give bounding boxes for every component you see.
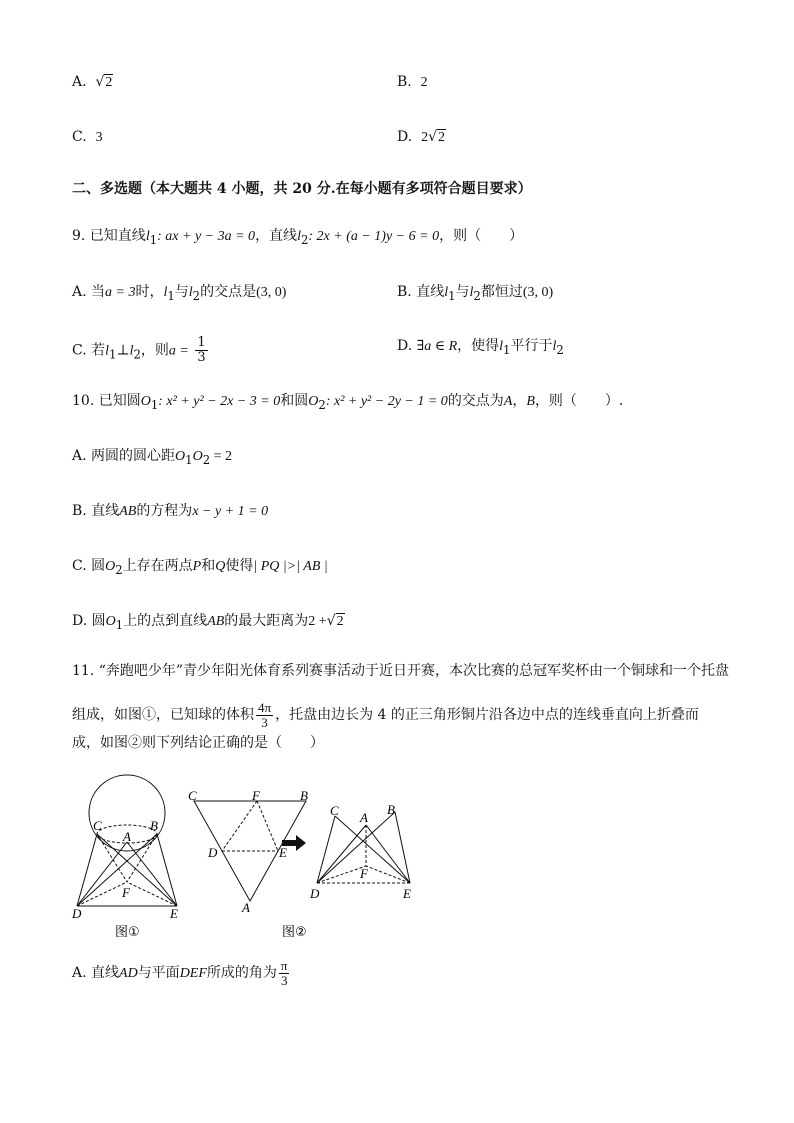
- q11-stem-line2: 组成，如图①，已知球的体积 $\frac{4\pi}{3}$ ，托盘由边长为 4 的正三角形铜片沿各边中点的连线垂直向上折叠而: [72, 699, 699, 730]
- q9-stem: 9. 已知直线$l_1$: ax + y − 3a = 0，直线$l_2$: 2x + (a − 1)y − 6 = 0，则（ ）: [72, 228, 524, 247]
- fraction-pi-third: $\frac{\pi}{3}$: [280, 957, 288, 988]
- q10-option-c: C. 圆$O_2$上存在两点P和Q使得| PQ |>| AB |: [72, 558, 328, 577]
- fraction-volume: $\frac{4\pi}{3}$: [258, 699, 272, 730]
- caption-figure-1: 图①: [115, 925, 140, 940]
- q9-option-d: D. ∃a ∈ R，使得$l_1$平行于$l_2$: [397, 338, 564, 357]
- label-c3: C: [330, 803, 339, 818]
- label-a3: A: [360, 810, 368, 825]
- q10-option-b: B. 直线AB的方程为x − y + 1 = 0: [72, 503, 269, 519]
- label-f1: F: [122, 885, 130, 900]
- q8-option-b: B. 2: [397, 74, 428, 90]
- label-d3: D: [310, 886, 320, 901]
- q11-stem-line1: 11. “奔跑吧少年”青少年阳光体育系列赛事活动于近日开赛，本次比赛的总冠军奖杯由一个铜球和一个托盘: [72, 663, 730, 679]
- q8-option-c: C. 3: [72, 129, 103, 145]
- label-f3: F: [360, 866, 368, 881]
- fraction-one-third: $\frac{1}{3}$: [197, 335, 206, 365]
- label-c2: C: [188, 788, 197, 803]
- label-a1: A: [123, 829, 131, 844]
- label-f2: F: [252, 788, 260, 803]
- q8-option-d: D. 2√2: [397, 129, 446, 145]
- label-e3: E: [403, 886, 411, 901]
- label-e1: E: [170, 906, 178, 921]
- q8-option-a: A. √2: [72, 72, 113, 93]
- label-b3: B: [387, 802, 395, 817]
- q11-stem-line3: 成，如图②则下列结论正确的是（ ）: [72, 735, 324, 751]
- q10-stem: 10. 已知圆$O_1$: x² + y² − 2x − 3 = 0和圆$O_2$: x² + y² − 2y − 1 = 0的交点为A，B，则（ ）.: [72, 393, 624, 412]
- q10-option-d: D. 圆$O_1$上的点到直线AB的最大距离为2 +√2: [72, 613, 344, 632]
- label-e2: E: [279, 845, 287, 860]
- q9-option-b: B. 直线$l_1$与$l_2$都恒过(3, 0): [397, 284, 554, 303]
- label-a2: A: [242, 900, 250, 915]
- caption-figure-2: 图②: [282, 925, 307, 940]
- q11-option-a: A. 直线AD与平面DEF所成的角为 $\frac{\pi}{3}$: [72, 957, 288, 988]
- label-c1: C: [93, 818, 102, 833]
- figure-trophy: [60, 770, 430, 945]
- q10-option-a: A. 两圆的圆心距$O_1O_2 = 2$: [72, 448, 233, 467]
- section-heading: 二、多选题（本大题共 4 小题，共 20 分.在每小题有多项符合题目要求）: [72, 181, 532, 197]
- label-b1: B: [150, 818, 158, 833]
- label-b2: B: [300, 788, 308, 803]
- q9-option-a: A. 当a = 3时，$l_1$与$l_2$的交点是(3, 0): [72, 284, 287, 303]
- label-d1: D: [72, 906, 82, 921]
- label-d2: D: [208, 845, 218, 860]
- q9-option-c: C. 若$l_1\perp l_2$，则a = $\frac{1}{3}$: [72, 335, 206, 365]
- sqrt-symbol: √2: [95, 74, 113, 90]
